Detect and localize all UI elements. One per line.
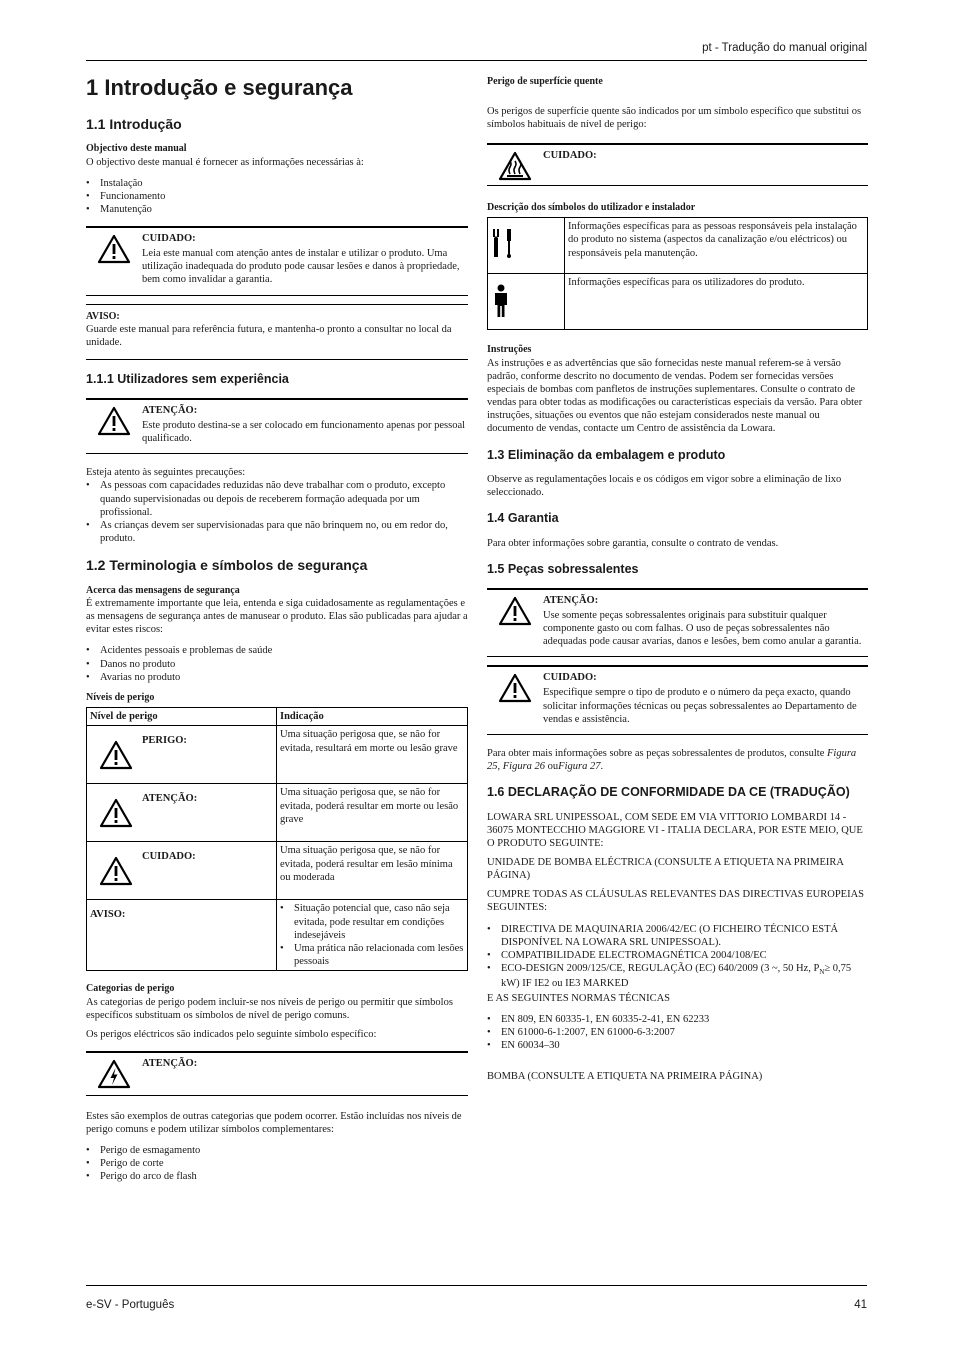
section-1-1-title: 1.1 Introdução xyxy=(86,115,182,132)
table-header: Nível de perigo xyxy=(87,708,277,726)
aviso-title: AVISO: xyxy=(86,310,120,322)
objectivo-text: O objectivo deste manual é fornecer as informações necessárias à: xyxy=(86,156,364,168)
list-item: • Avarias no produto xyxy=(86,671,468,684)
instrucoes-text: As instruções e as advertências que são fornecidas neste manual referem-se à versão padrão, conforme descrito no documento de vendas. Podem ser fornecidas versões especiais de bombas com panfletos de instruções suplementares. Consulte o contrato de vendas para obter todas as modificações ou características especiais da versão. Para obter instruções, situações ou eventos que não estejam considerados neste manual ou documento de vendas, contacte um Centro de assistência da Lowara. xyxy=(487,357,863,435)
footer-doc-name: e-SV - Português xyxy=(86,1299,175,1311)
declaration-product: UNIDADE DE BOMBA ELÉCTRICA (CONSULTE A ETIQUETA NA PRIMEIRA PÁGINA) xyxy=(487,857,844,882)
running-header: pt - Tradução do manual original xyxy=(702,42,867,54)
aviso-text: Guarde este manual para referência futura, e mantenha-o pronto a consultar no local da unidade. xyxy=(86,324,452,349)
aviso-row-list xyxy=(280,902,464,968)
list-item: • Uma prática não relacionada com lesões pessoais xyxy=(280,942,464,968)
header-rule xyxy=(86,60,867,61)
warning-triangle-icon xyxy=(90,728,142,770)
cuidado-text: Especifique sempre o tipo de produto e o número da peça exacto, quando solicitar informações técnicas ou peças sobressalentes ao Departamento de vendas e assistência. xyxy=(543,687,857,725)
cuidado-parts-notice xyxy=(487,665,868,735)
page-number: 41 xyxy=(854,1299,867,1311)
acerca-list xyxy=(86,644,468,683)
precaucoes-list xyxy=(86,479,468,545)
hazard-indication: Uma situação perigosa que, se não for evitada, resultará em morte ou lesão grave xyxy=(277,726,468,784)
cuidado-notice xyxy=(86,226,468,296)
hot-surface-icon xyxy=(487,149,543,181)
descricao-heading: Descrição dos símbolos do utilizador e instalador xyxy=(487,201,696,213)
section-1-6-title: 1.6 DECLARAÇÃO DE CONFORMIDADE DA CE (TRADUÇÃO) xyxy=(487,785,850,799)
hazard-indication: Uma situação perigosa que, se não for evitada, poderá resultar em lesão mínima ou moderada xyxy=(277,842,468,900)
symbol-description: Informações específicas para os utilizadores do produto. xyxy=(565,274,868,330)
atencao-text: Use somente peças sobressalentes originais para substituir qualquer componente gasto ou com falhas. O uso de peças sobressalentes não adequadas pode causar avarias, danos e lesões, bem como anular a garantia. xyxy=(543,609,862,648)
s13-text: Observe as regulamentações locais e os códigos em vigor sobre a eliminação de lixo seleccionado. xyxy=(487,474,842,499)
section-1-4-title: 1.4 Garantia xyxy=(487,511,559,526)
table-row xyxy=(488,218,868,274)
figure-25-link[interactable]: Figura 25 xyxy=(487,747,857,772)
list-item: • As crianças devem ser supervisionadas para que não brinquem no, ou em redor do, produto. xyxy=(86,519,468,545)
cuidado-title: CUIDADO: xyxy=(543,149,597,161)
right-column xyxy=(487,70,868,1089)
cuidado-title: CUIDADO: xyxy=(543,672,597,684)
list-item: • Manutenção xyxy=(86,203,468,216)
section-1-1-1-title: 1.1.1 Utilizadores sem experiência xyxy=(86,372,289,387)
directives-list xyxy=(487,923,868,990)
pecas-text-lead: Para obter mais informações sobre as peças sobressalentes de produtos, consulte xyxy=(487,747,827,759)
aviso-notice xyxy=(86,304,468,361)
list-item: • Perigo do arco de flash xyxy=(86,1170,468,1183)
warning-triangle-icon xyxy=(487,671,543,726)
s14-text: Para obter informações sobre garantia, consulte o contrato de vendas. xyxy=(487,538,779,549)
pecas-text: Para obter mais informações sobre as peças sobressalentes de produtos, consulte Figura 25, Figura 26 ouFigura 27. xyxy=(487,747,857,772)
list-item: • Perigo de corte xyxy=(86,1157,468,1170)
categorias-text: As categorias de perigo podem incluir-se nos níveis de perigo ou permitir que símbolos específicos substituam os símbolos de nível de perigo comuns. xyxy=(86,996,453,1021)
hazard-level: PERIGO: xyxy=(142,735,187,747)
user-icon xyxy=(488,274,565,330)
warning-triangle-icon xyxy=(90,844,142,886)
niveis-heading: Níveis de perigo xyxy=(86,691,155,703)
acerca-heading: Acerca das mensagens de segurança xyxy=(86,584,240,596)
table-row xyxy=(87,784,468,842)
ecodesign-text: ECO-DESIGN 2009/125/CE, REGULAÇÃO (EC) 640/2009 (3 ~, 50 Hz, P xyxy=(501,962,820,974)
list-item: • Instalação xyxy=(86,177,468,190)
quente-text: Os perigos de superfície quente são indicados por um símbolo específico que substitui os símbolos habituais de nível de perigo: xyxy=(487,105,862,130)
figure-27-link[interactable]: Figura 27 xyxy=(558,760,601,772)
ecodesign-text-end: ≥ 0,75 kW) IF IE2 ou IE3 MARKED xyxy=(501,962,852,989)
atencao-electrical-notice xyxy=(86,1051,468,1096)
table-row xyxy=(87,726,468,784)
instrucoes-heading: Instruções xyxy=(487,344,532,356)
cuidado-hot-notice xyxy=(487,143,868,186)
hazard-level: ATENÇÃO: xyxy=(142,793,198,805)
warning-triangle-icon xyxy=(90,786,142,828)
atencao-parts-notice xyxy=(487,588,868,658)
warning-triangle-icon xyxy=(487,594,543,649)
tools-icon xyxy=(488,218,565,274)
exemplos-list xyxy=(86,1144,468,1183)
normas-heading: E AS SEGUINTES NORMAS TÉCNICAS xyxy=(487,992,670,1004)
atencao-title: ATENÇÃO: xyxy=(543,594,599,606)
atencao-title: ATENÇÃO: xyxy=(142,404,198,416)
list-item xyxy=(487,962,868,990)
list-item: • COMPATIBILIDADE ELECTROMAGNÉTICA 2004/108/EC xyxy=(487,949,868,962)
objectivo-heading: Objectivo deste manual xyxy=(86,143,187,154)
chapter-title: 1 Introdução e segurança xyxy=(86,75,353,100)
section-1-5-title: 1.5 Peças sobressalentes xyxy=(487,562,639,577)
objectivo-list xyxy=(86,177,468,216)
list-item: • Acidentes pessoais e problemas de saúde xyxy=(86,644,468,657)
electricos-text: Os perigos eléctricos são indicados pelo seguinte símbolo específico: xyxy=(86,1028,377,1040)
precaucoes-intro: Esteja atento às seguintes precauções: xyxy=(86,467,246,479)
symbol-description: Informações específicas para as pessoas responsáveis pela instalação do produto no sistema (aspectos da canalização e/ou eléctricos) ou responsáveis pela manutenção. xyxy=(565,218,868,274)
list-item: • DIRECTIVA DE MAQUINARIA 2006/42/EC (O FICHEIRO TÉCNICO ESTÁ DISPONÍVEL NA LOWARA SRL UNIPESSOAL). xyxy=(487,923,868,949)
hazard-level: CUIDADO: xyxy=(142,851,196,863)
hazard-levels-table xyxy=(86,707,468,971)
ecodesign-subscript: N xyxy=(819,967,825,976)
warning-triangle-icon xyxy=(86,232,142,287)
figure-26-link[interactable]: Figura 26 xyxy=(502,760,546,772)
list-item: • As pessoas com capacidades reduzidas não deve trabalhar com o produto, excepto quando supervisionadas ou depois de receberem formação adequada por um profissional. xyxy=(86,479,468,518)
user-symbols-table xyxy=(487,217,868,330)
table-row xyxy=(87,900,468,971)
bomba-text: BOMBA (CONSULTE A ETIQUETA NA PRIMEIRA PÁGINA) xyxy=(487,1071,763,1083)
exemplos-text: Estes são exemplos de outras categorias que podem ocorrer. Estão incluídas nos níveis de perigo comuns e podem utilizar símbolos complementares: xyxy=(86,1110,462,1135)
atencao-title: ATENÇÃO: xyxy=(142,1057,198,1069)
list-item: • EN 60034–30 xyxy=(487,1039,868,1052)
atencao-text: Este produto destina-se a ser colocado em funcionamento apenas por pessoal qualificado. xyxy=(142,420,466,445)
left-column xyxy=(86,70,468,1192)
list-item: • EN 809, EN 60335-1, EN 60335-2-41, EN 62233 xyxy=(487,1013,868,1026)
categorias-heading: Categorias de perigo xyxy=(86,983,175,994)
acerca-text: É extremamente importante que leia, entenda e siga cuidadosamente as regulamentações e as mensagens de segurança antes de manusear o produto. Elas são publicadas para ajudar a evitar estes riscos: xyxy=(86,598,468,636)
section-1-2-title: 1.2 Terminologia e símbolos de segurança xyxy=(86,557,368,573)
cuidado-title: CUIDADO: xyxy=(142,233,196,244)
hazard-indication: Uma situação perigosa que, se não for evitada, poderá resultar em morte ou lesão grave xyxy=(277,784,468,842)
atencao-notice xyxy=(86,398,468,454)
list-item: • Danos no produto xyxy=(86,658,468,671)
list-item: • Perigo de esmagamento xyxy=(86,1144,468,1157)
electrical-hazard-icon xyxy=(86,1057,142,1089)
list-item: • Funcionamento xyxy=(86,190,468,203)
hazard-level: AVISO: xyxy=(87,900,277,971)
warning-triangle-icon xyxy=(86,404,142,445)
cuidado-text: Leia este manual com atenção antes de instalar e utilizar o produto. Uma utilização inadequada do produto pode causar lesões e danos à propriedade, bem como invalidar a garantia. xyxy=(142,248,460,286)
footer-rule xyxy=(86,1285,867,1286)
list-item: • EN 61000-6-1:2007, EN 61000-6-3:2007 xyxy=(487,1026,868,1039)
section-1-3-title: 1.3 Eliminação da embalagem e produto xyxy=(487,447,726,462)
quente-heading: Perigo de superfície quente xyxy=(487,76,603,87)
declaration-directives-intro: CUMPRE TODAS AS CLÁUSULAS RELEVANTES DAS DIRECTIVAS EUROPEIAS SEGUINTES: xyxy=(487,889,864,914)
normas-list xyxy=(487,1013,868,1052)
table-row xyxy=(87,842,468,900)
list-item: • Situação potencial que, caso não seja evitada, pode resultar em condições indesejáveis xyxy=(280,902,464,941)
declaration-text: LOWARA SRL UNIPESSOAL, COM SEDE EM VIA VITTORIO LOMBARDI 14 - 36075 MONTECCHIO MAGGIORE VI - ITALIA DECLARA, POR ESTE MEIO, QUE O PRODUTO SEGUINTE: xyxy=(487,811,863,849)
table-header: Indicação xyxy=(277,708,468,726)
table-row xyxy=(488,274,868,330)
